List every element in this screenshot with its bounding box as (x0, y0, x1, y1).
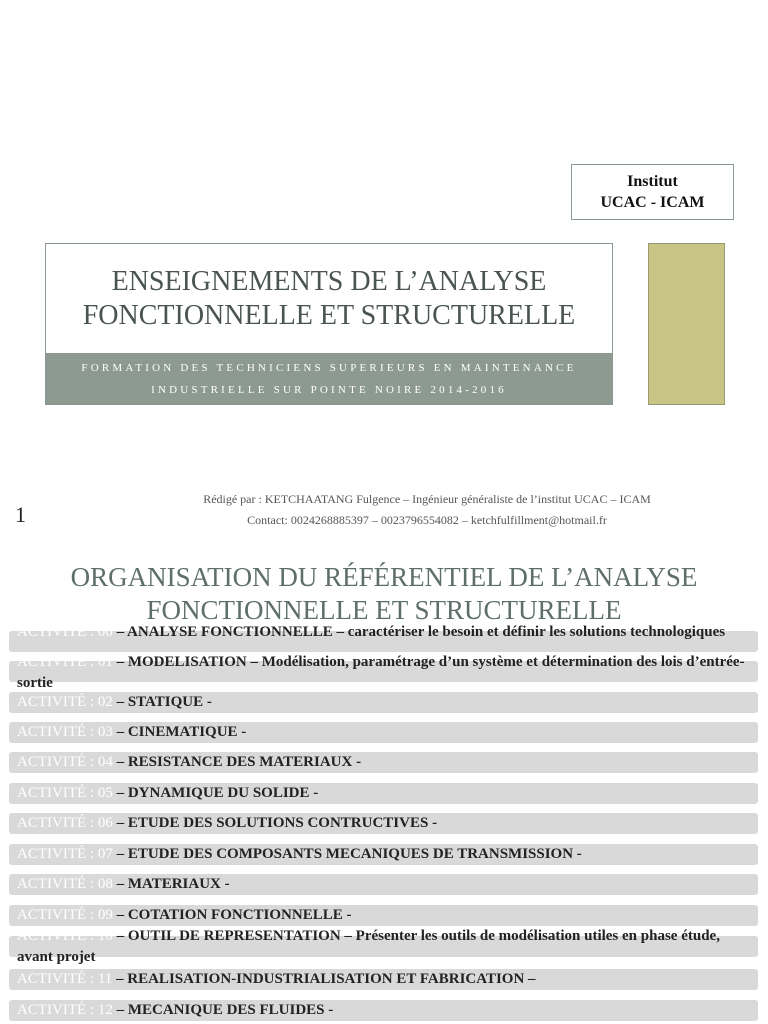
activity-label: – MECANIQUE DES FLUIDES - (112, 1002, 334, 1018)
activity-label: – COTATION FONCTIONNELLE - (112, 907, 352, 923)
activity-item (17, 905, 757, 926)
activity-number: ACTIVITÉ : 02 (17, 694, 113, 710)
institute-label-box (571, 164, 734, 220)
subtitle-line-2: INDUSTRIELLE SUR POINTE NOIRE 2014-2016 (151, 383, 507, 396)
activity-label: – STATIQUE - (112, 694, 212, 710)
activity-label: – DYNAMIQUE DU SOLIDE - (112, 785, 319, 801)
title-box (45, 243, 613, 405)
title-line-1: ENSEIGNEMENTS DE L’ANALYSE (111, 266, 547, 297)
activity-label: – ETUDE DES COMPOSANTS MECANIQUES DE TRANSMISSION - (112, 846, 582, 862)
activity-item (17, 692, 757, 713)
section-title-line-2: FONCTIONNELLE ET STRUCTURELLE (146, 595, 622, 625)
activity-number: ACTIVITÉ : 12 (17, 1002, 113, 1018)
activity-number: ACTIVITÉ : 04 (17, 754, 113, 770)
section-title-line-1: ORGANISATION DU RÉFÉRENTIEL DE L’ANALYSE (70, 562, 698, 592)
activity-item (17, 752, 757, 773)
activity-label: – RESISTANCE DES MATERIAUX - (112, 754, 362, 770)
activity-number: ACTIVITÉ : 11 (17, 971, 113, 987)
activity-item (17, 874, 757, 895)
activity-item (17, 652, 757, 694)
activity-number: ACTIVITÉ : 05 (17, 785, 113, 801)
document-title (46, 244, 612, 354)
activity-number: ACTIVITÉ : 09 (17, 907, 113, 923)
activity-number: ACTIVITÉ : 01 (17, 654, 113, 670)
institute-line-2: UCAC - ICAM (600, 194, 705, 211)
activity-item (17, 622, 757, 643)
page-number: 1 (15, 502, 26, 527)
activity-number: ACTIVITÉ : 06 (17, 815, 113, 831)
subtitle-band (46, 353, 612, 404)
contact-line: Contact: 0024268885397 – 0023796554082 – ketchfulfillment@hotmail.fr (247, 513, 607, 527)
activity-number: ACTIVITÉ : 10 (17, 928, 113, 944)
activity-item (17, 926, 757, 968)
activity-label: – MATERIAUX - (112, 876, 230, 892)
activity-label: – OUTIL DE REPRESENTATION – Présenter les outils de modélisation utiles en phase étude, avant projet (17, 928, 720, 965)
decorative-accent-block (648, 243, 725, 405)
activity-label: – REALISATION-INDUSTRIALISATION ET FABRICATION – (112, 971, 536, 987)
activity-item (17, 722, 757, 743)
activity-label: – ETUDE DES SOLUTIONS CONTRUCTIVES - (112, 815, 438, 831)
activity-item (17, 783, 757, 804)
activity-item (17, 1000, 757, 1021)
activity-label: – ANALYSE FONCTIONNELLE – caractériser le besoin et définir les solutions technologiques (112, 624, 726, 640)
activity-number: ACTIVITÉ : 08 (17, 876, 113, 892)
subtitle-line-1: FORMATION DES TECHNICIENS SUPERIEURS EN MAINTENANCE (81, 361, 577, 374)
activity-label: – MODELISATION – Modélisation, paramétrage d’un système et détermination des lois d’entrée-sortie (17, 654, 745, 691)
institute-line-1: Institut (627, 173, 678, 190)
title-line-2: FONCTIONNELLE ET STRUCTURELLE (82, 300, 576, 331)
activity-item (17, 969, 757, 990)
section-title (0, 561, 768, 627)
activity-number: ACTIVITÉ : 07 (17, 846, 113, 862)
author-info (140, 489, 714, 531)
author-line: Rédigé par : KETCHAATANG Fulgence – Ingénieur généraliste de l’institut UCAC – ICAM (203, 492, 651, 506)
activity-number: ACTIVITÉ : 00 (17, 624, 113, 640)
activity-number: ACTIVITÉ : 03 (17, 724, 113, 740)
activity-item (17, 813, 757, 834)
activity-label: – CINEMATIQUE - (112, 724, 247, 740)
activity-item (17, 844, 757, 865)
